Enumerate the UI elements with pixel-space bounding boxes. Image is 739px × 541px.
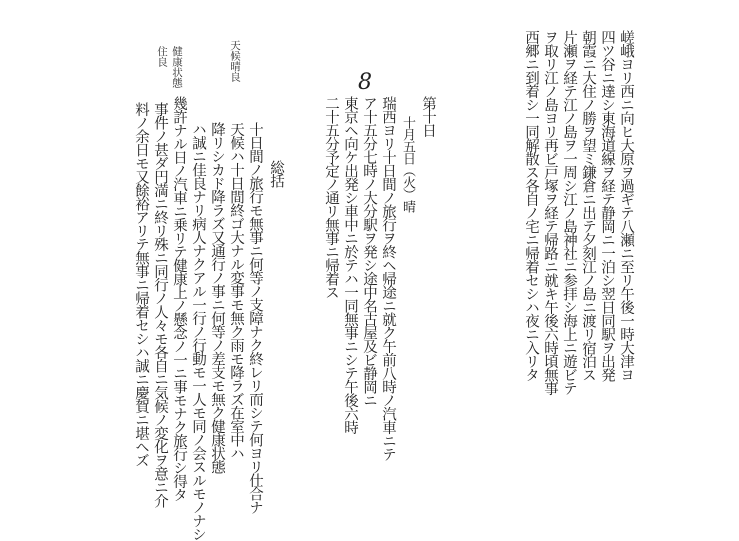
left-body-line-4: ハ誠ニ佳良ナリ病人ナクアル一行ノ行動モ一人モ同ノ会スルモノナシ bbox=[190, 122, 206, 541]
right-body-line-4: 片瀬ヲ経テ江ノ島ヲ一周シ江ノ島神社ニ参拝シ海上ニ遊ビテ bbox=[561, 30, 577, 395]
margin-note-good: 住良 bbox=[156, 46, 168, 67]
right-body-line-1: 嵯峨ヨリ西ニ向ヒ大原ヲ過ギテ八瀬ニ至リ午後一時大津ヨ bbox=[618, 30, 634, 381]
left-body-line-7: 料ノ余日モ又餘裕アリテ無事ニ帰着セシハ誠ニ慶賀ニ堪ヘズ bbox=[133, 102, 149, 467]
day-body-line-4: 二十五分予定ノ通リ無事ニ帰着ス bbox=[323, 96, 339, 299]
right-body-line-6: 西郷ニ到着シ一同解散ス各自ノ宅ニ帰着セシハ夜ニ入リタ bbox=[523, 30, 539, 381]
right-body-line-2: 四ツ谷ニ達シ東海道線ヲ経テ静岡ニ一泊シ翌日同駅ヲ出発 bbox=[599, 30, 615, 381]
day-body-line-1: 瑞西ヨリ十日間ノ旅行ヲ終ヘ帰途ニ就ク午前八時ノ汽車ニテ bbox=[380, 96, 396, 461]
left-body-line-2: 天候ハ十日間終ゴ大ナル変事モ無ク雨モ降ラズ在室中ハ bbox=[228, 122, 244, 460]
left-body-line-5: 幾許ナル日ノ汽車ニ乗リテ健康上ノ懸念ノ一ニ事モナク旅行シ得タ bbox=[171, 96, 187, 501]
right-body-line-5: ヲ取リ江ノ島ヨリ再ビ戸塚ヲ経テ帰路ニ就キ午後六時頃無事 bbox=[542, 30, 558, 395]
day-body-line-3: 東京ヘ向ケ出発シ車中ニ於テハ一同無事ニシテ午後六時 bbox=[342, 96, 358, 434]
left-body-line-3: 降リシカド降ラズ又通行ノ事ニ何等ノ差支モ無ク健康状態 bbox=[209, 122, 225, 473]
section-heading-summary: 総括 bbox=[268, 160, 284, 187]
right-body-line-3: 朝霞ニ大住ノ勝ヲ望ミ鎌倉ニ出テ夕刻江ノ島ニ渡リ宿泊ス bbox=[580, 30, 596, 381]
margin-note-weather: 天候晴良 bbox=[229, 40, 241, 82]
page-number: 8 bbox=[358, 70, 372, 95]
day-heading: 第十日 bbox=[420, 96, 436, 137]
left-body-line-6: 事件ノ甚ダ円満ニ終リ殊ニ同行ノ人々モ各自ニ気候ノ変化ヲ意ニ介 bbox=[152, 102, 168, 507]
day-date: 十月五日（火）晴 bbox=[400, 116, 415, 212]
margin-note-health: 健康状態 bbox=[171, 46, 183, 88]
left-body-line-1: 十日間ノ旅行モ無事ニ何等ノ支障ナク終レリ而シテ何ヨリ仕合ナ bbox=[247, 122, 263, 514]
day-body-line-2: ア十五分七時ノ大分駅ヲ発シ途中名古屋及ビ静岡ニ bbox=[361, 96, 377, 407]
